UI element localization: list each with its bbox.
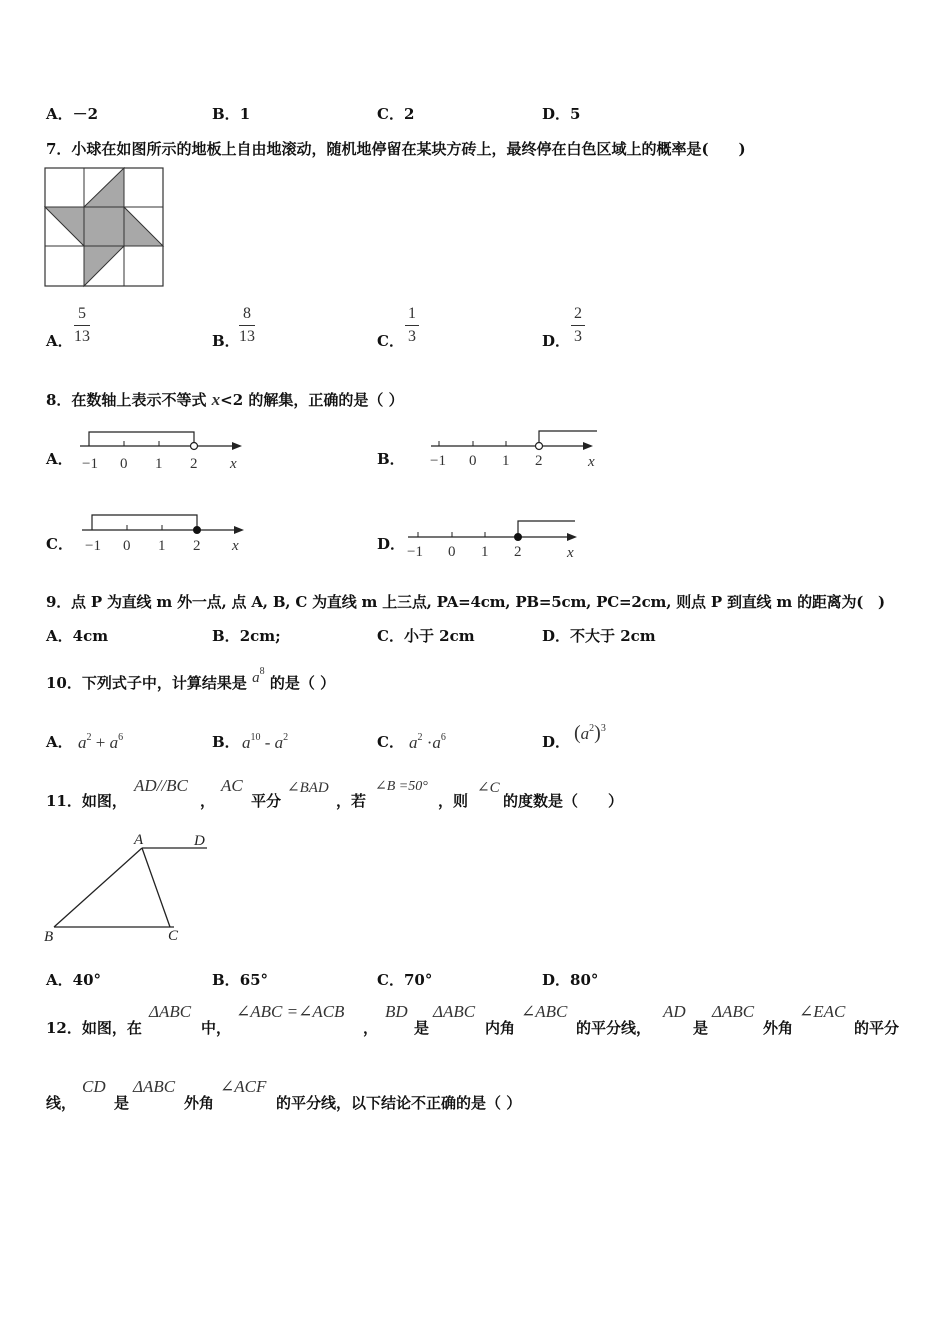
q7-option-c-key: C．: [377, 332, 404, 350]
q9-option-b: B．2cm;: [212, 627, 281, 645]
q11-text: 的度数是（ ）: [503, 792, 624, 810]
q6-option-a: A．－2: [46, 105, 99, 123]
q12-text: 内角: [485, 1019, 516, 1037]
q9-option-d: D．不大于 2cm: [542, 627, 656, 645]
point-label-b: B: [44, 929, 54, 945]
q7-option-b-fraction: [239, 305, 255, 346]
fraction-numerator: 5: [74, 305, 90, 326]
q12-math: ∠ABC: [521, 1002, 568, 1021]
tick-label: −1: [430, 453, 446, 469]
q12-text: 线，: [46, 1094, 77, 1112]
q12-text: 的平分线，: [576, 1019, 652, 1037]
q8-option-d-key: D．: [377, 535, 406, 553]
tick-label: −1: [407, 544, 423, 560]
q12-text: 是: [114, 1094, 130, 1112]
q12-math: ΔABC: [712, 1002, 755, 1021]
solution-bracket: [92, 515, 197, 530]
q7-floor-figure: [44, 167, 166, 289]
open-point: [191, 443, 198, 450]
q12-label: 12．如图，在: [46, 1019, 142, 1037]
q9-option-a: A．4cm: [46, 627, 109, 645]
q7-option-c-fraction: [405, 305, 419, 346]
q9-option-c: C．小于 2cm: [377, 627, 475, 645]
tick-label: 0: [469, 453, 477, 469]
q10-option-c-expression: $a^2 \cdot a^6$: [409, 732, 446, 752]
tick-label: 2: [193, 538, 201, 554]
solution-bracket: [518, 521, 575, 537]
open-point: [536, 443, 543, 450]
q7-option-d-key: D．: [542, 332, 571, 350]
fraction-denominator: 13: [239, 328, 255, 345]
q12-math: ∠EAC: [799, 1002, 846, 1021]
tick-label: 0: [123, 538, 131, 554]
axis-variable: x: [588, 454, 595, 470]
tick-label: 1: [481, 544, 489, 560]
q8-stem-text: 8．在数轴上表示不等式: [46, 391, 212, 409]
q10-option-c-key: C．: [377, 733, 404, 751]
q11-option-b: B．65°: [212, 971, 269, 989]
q12-text: 是: [414, 1019, 430, 1037]
q11-option-d: D．80°: [542, 971, 599, 989]
q12-math: ΔABC: [149, 1002, 192, 1021]
tick-label: 0: [448, 544, 456, 560]
q12-math: CD: [82, 1077, 106, 1096]
q12-text: 的平分线，以下结论不正确的是（ ）: [276, 1094, 522, 1112]
tick-label: 1: [502, 453, 510, 469]
point-label-c: C: [168, 928, 179, 944]
q12-math: ∠ACF: [220, 1077, 267, 1096]
q11-math-angle-c: ∠C: [477, 780, 500, 796]
number-line-arrow: [232, 442, 242, 450]
q8-option-a-number-line: [76, 426, 248, 474]
axis-variable: x: [230, 456, 237, 472]
tick-label: 1: [155, 456, 163, 472]
q6-option-b: B．1: [212, 105, 251, 123]
q11-text: ，: [200, 792, 216, 810]
q12-text: 外角: [763, 1019, 794, 1037]
q8-option-d-number-line: [405, 512, 581, 562]
fraction-denominator: 3: [408, 328, 416, 345]
q10-target-expression: $a^8$: [252, 666, 265, 686]
q7-option-a-fraction: [74, 305, 90, 346]
q12-text: 是: [693, 1019, 709, 1037]
q8-option-c-number-line: [78, 509, 250, 557]
q12-text: ，: [363, 1019, 379, 1037]
q12-text: 外角: [184, 1094, 215, 1112]
q10-stem-text: 10．下列式子中，计算结果是: [46, 674, 247, 692]
closed-point: [515, 534, 522, 541]
axis-variable: x: [567, 545, 574, 561]
tick-label: 2: [514, 544, 522, 560]
q12-math: ΔABC: [133, 1077, 176, 1096]
q8-stem-text: <2 的解集，正确的是（ ）: [220, 391, 404, 409]
q11-math-angle-b: ∠B =50°: [375, 779, 428, 794]
q7-stem: 7．小球在如图所示的地板上自由地滚动，随机地停留在某块方砖上，最终停在白色区域上的概率是( ): [46, 140, 746, 158]
q11-triangle-figure: [42, 828, 217, 946]
q11-text: ，若: [336, 792, 367, 810]
q12-text: 的平分: [854, 1019, 900, 1037]
q6-option-d: D．5: [542, 105, 581, 123]
tick-label: −1: [85, 538, 101, 554]
number-line-arrow: [567, 533, 577, 541]
point-label-a: A: [134, 832, 144, 848]
q7-option-b-key: B．: [212, 332, 240, 350]
q8-stem-variable: x: [211, 390, 221, 409]
q12-text: 中，: [201, 1019, 232, 1037]
q11-math-ac: AC: [221, 776, 243, 795]
segment-ab: [54, 848, 142, 927]
tick-label: 2: [190, 456, 198, 472]
q11-text: 平分: [251, 792, 282, 810]
solution-bracket: [539, 431, 597, 446]
fraction-numerator: 8: [239, 305, 255, 326]
q10-option-d-key: D．: [542, 733, 571, 751]
q7-option-d-fraction: [571, 305, 585, 346]
q8-option-c-key: C．: [46, 535, 73, 553]
q6-option-c: C．2: [377, 105, 415, 123]
q9-stem: 9．点 P 为直线 m 外一点, 点 A, B, C 为直线 m 上三点, PA=4cm, PB=5cm, PC=2cm, 则点 P 到直线 m 的距离为( ): [46, 593, 885, 611]
q8-option-b-number-line: [427, 426, 599, 474]
solution-bracket: [89, 432, 194, 446]
q11-text: ，则: [438, 792, 469, 810]
q12-math: ∠ABC =∠ACB: [236, 1002, 345, 1021]
q11-math-parallel: AD//BC: [134, 776, 188, 795]
tick-label: −1: [82, 456, 98, 472]
q8-stem: [46, 389, 404, 410]
fraction-denominator: 13: [74, 328, 90, 345]
q10-option-b-expression: $a^{10} - a^2$: [242, 732, 289, 752]
tick-label: 1: [158, 538, 166, 554]
q10-stem: [46, 666, 336, 693]
closed-point: [194, 527, 201, 534]
q10-option-a-expression: $a^2 + a^6$: [78, 732, 124, 752]
q7-shaded-region: [45, 168, 163, 286]
number-line-arrow: [234, 526, 244, 534]
q11-label: 11．如图，: [46, 792, 127, 810]
q8-option-b-key: B．: [377, 450, 405, 468]
q12-math: ΔABC: [433, 1002, 476, 1021]
q7-option-a-key: A．: [46, 332, 73, 350]
fraction-denominator: 3: [574, 328, 582, 345]
q11-option-c: C．70°: [377, 971, 433, 989]
q10-option-a-key: A．: [46, 733, 73, 751]
axis-variable: x: [232, 538, 239, 554]
tick-label: 0: [120, 456, 128, 472]
fraction-numerator: 1: [405, 305, 419, 326]
q11-option-a: A．40°: [46, 971, 102, 989]
segment-ac: [142, 848, 170, 927]
q10-option-d-expression: $(a^2)^3$: [574, 722, 606, 744]
q12-math: AD: [663, 1002, 686, 1021]
tick-label: 2: [535, 453, 543, 469]
point-label-d: D: [194, 833, 205, 849]
fraction-numerator: 2: [571, 305, 585, 326]
q11-math-angle-bad: ∠BAD: [287, 780, 329, 796]
number-line-arrow: [583, 442, 593, 450]
q10-stem-text: 的是（ ）: [269, 674, 336, 692]
q8-option-a-key: A．: [46, 450, 73, 468]
q12-math: BD: [385, 1002, 408, 1021]
q10-option-b-key: B．: [212, 733, 240, 751]
